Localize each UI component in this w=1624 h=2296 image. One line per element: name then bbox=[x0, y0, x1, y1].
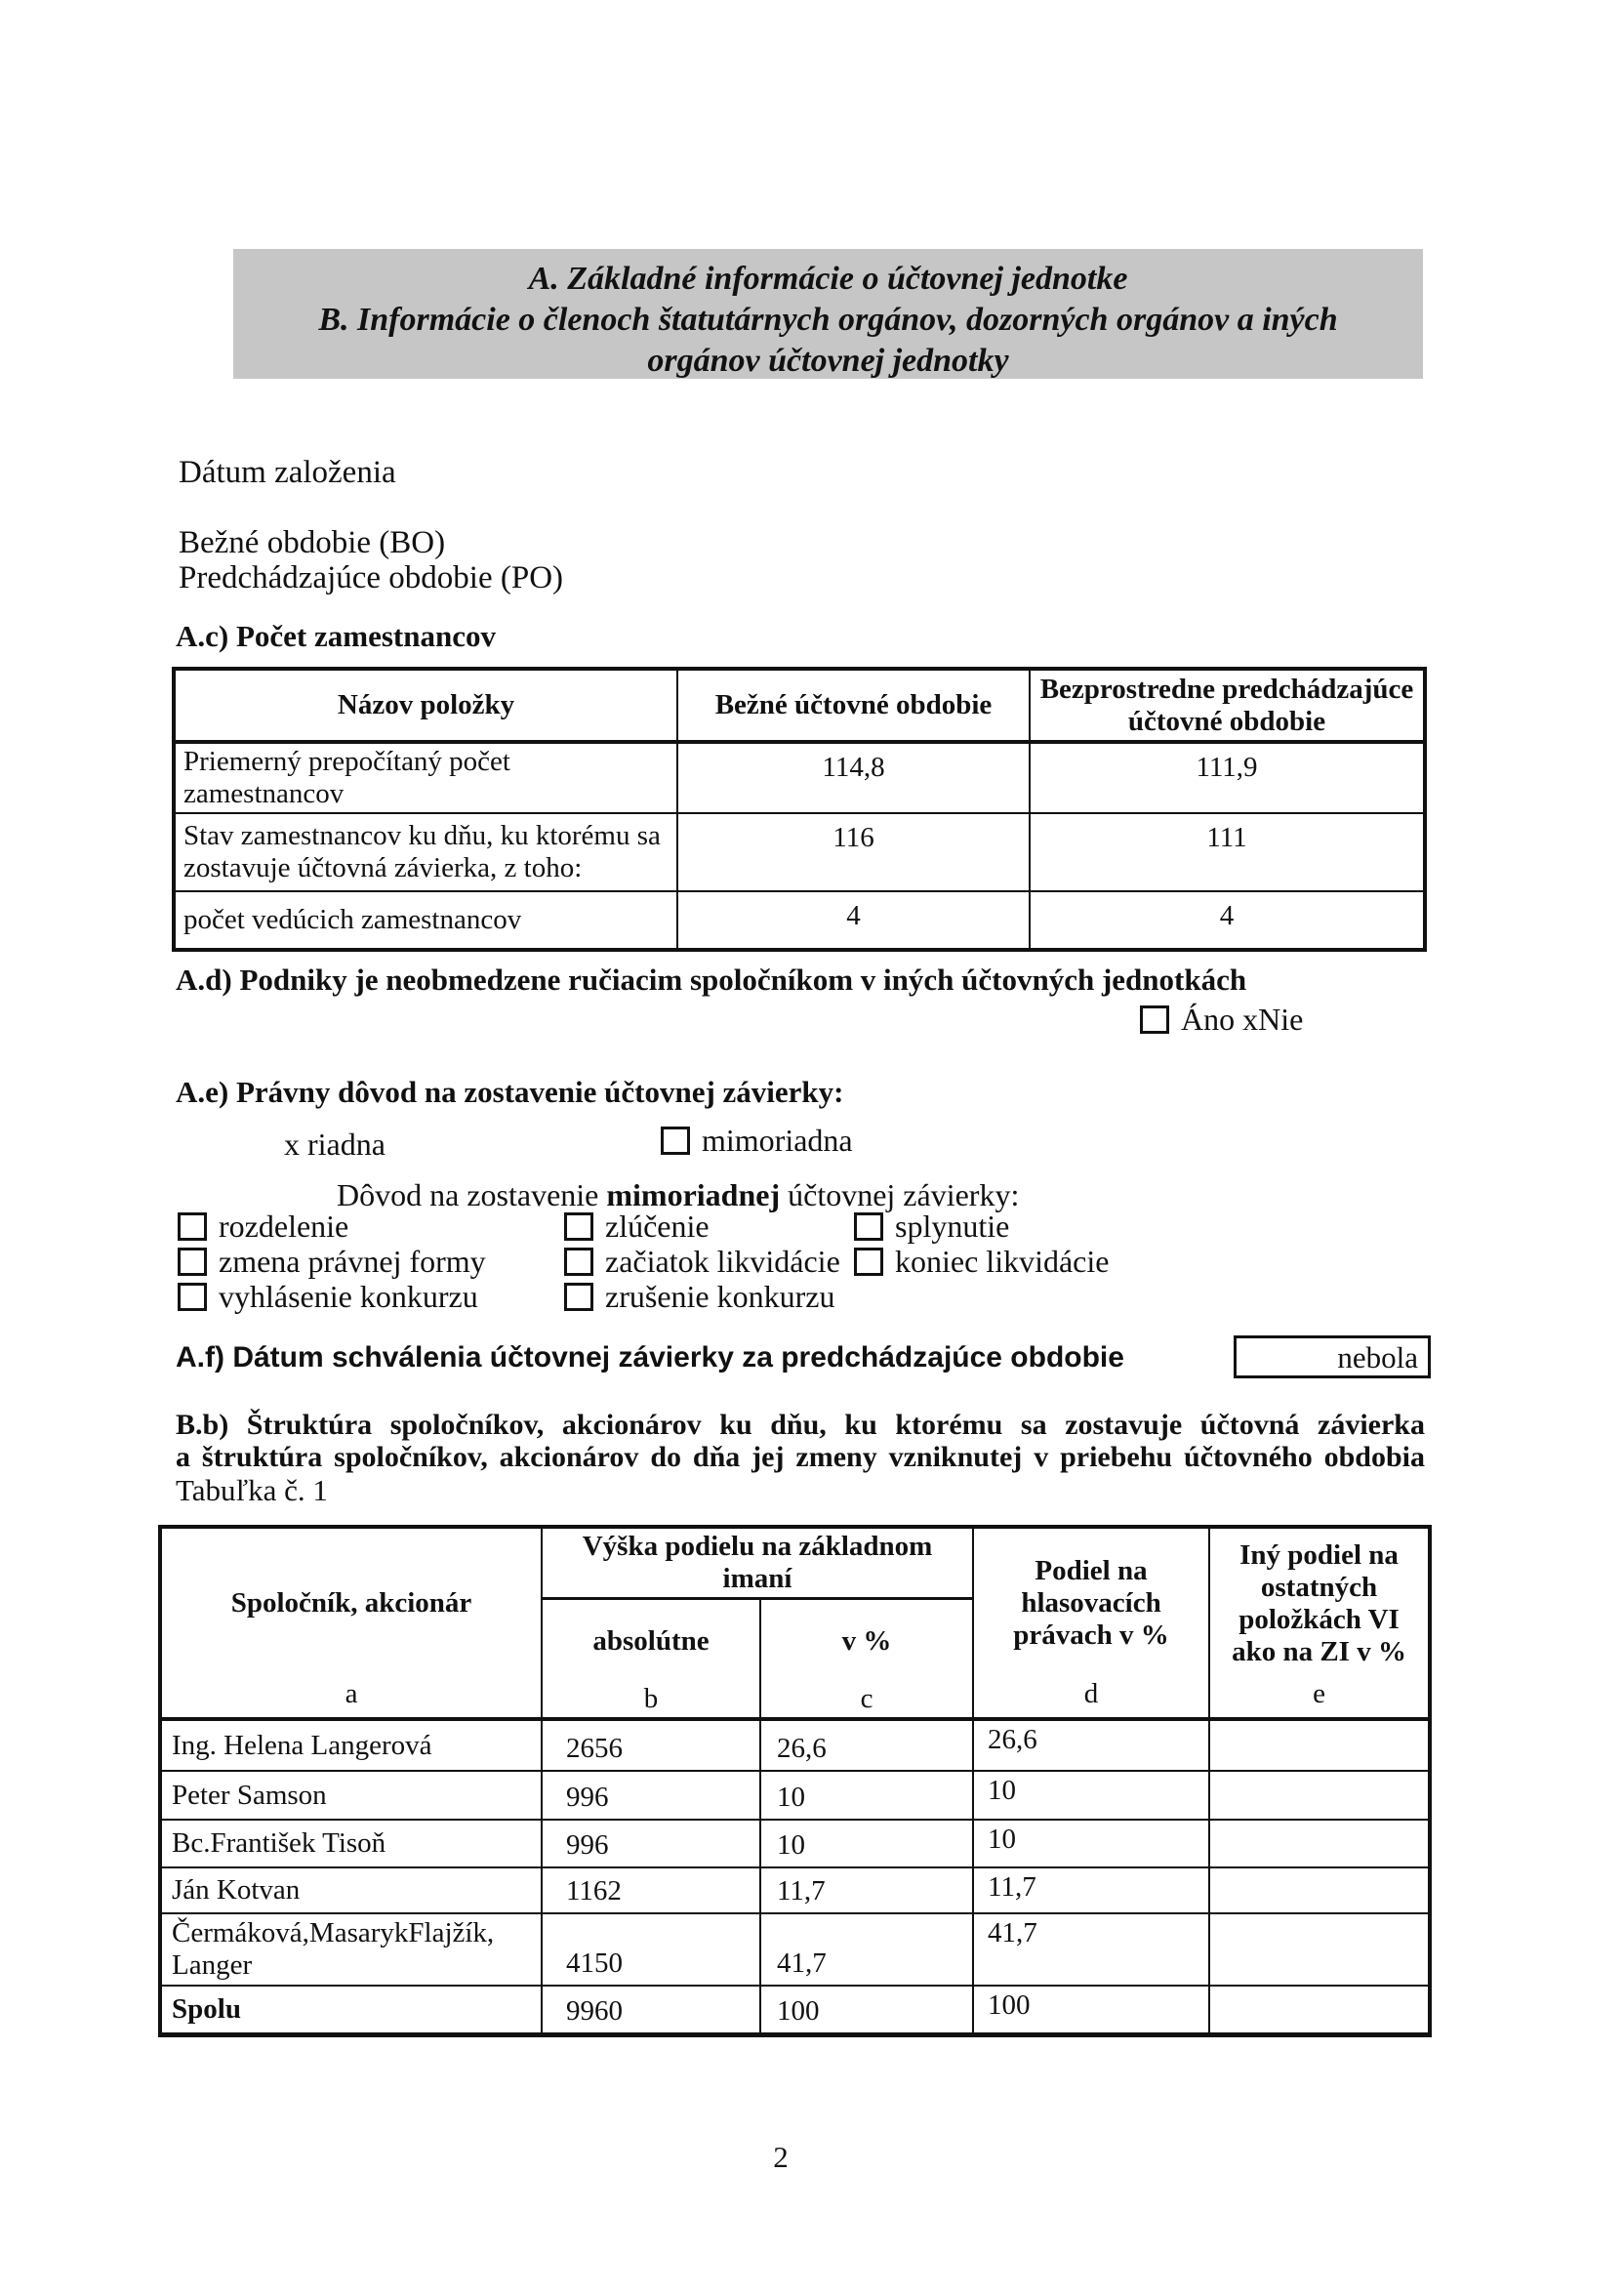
col-a-letter: a bbox=[345, 1678, 358, 1709]
shareholder-name: Bc.František Tisoň bbox=[160, 1820, 542, 1867]
mimoriadna-row bbox=[661, 1123, 853, 1159]
label-predchadzajuce-obdobie: Predchádzajúce obdobie (PO) bbox=[179, 560, 564, 595]
employees-col-header-current: Bežné účtovné obdobie bbox=[677, 669, 1030, 742]
heading-ac: A.c) Počet zamestnancov bbox=[176, 619, 496, 653]
banner-line-3: orgánov účtovnej jednotky bbox=[647, 343, 1009, 379]
koniec-likvidacie-checkbox[interactable] bbox=[854, 1248, 883, 1276]
col-b-letter: b bbox=[643, 1683, 659, 1714]
shareholder-name: Ing. Helena Langerová bbox=[160, 1719, 542, 1771]
option-splynutie bbox=[854, 1209, 1009, 1244]
employees-row-bo: 114,8 bbox=[677, 742, 1030, 813]
vyhlasenie-konkurzu-checkbox[interactable] bbox=[178, 1283, 207, 1311]
shareholder-total-label: Spolu bbox=[160, 1986, 542, 2035]
splynutie-checkbox[interactable] bbox=[854, 1212, 883, 1241]
employees-col-header-name: Názov položky bbox=[174, 669, 677, 742]
table-row bbox=[174, 813, 1425, 891]
employees-row-po: 111,9 bbox=[1030, 742, 1425, 813]
rozdelenie-checkbox[interactable] bbox=[178, 1212, 207, 1241]
zrusenie-konkurzu-checkbox[interactable] bbox=[564, 1283, 593, 1311]
shareholder-percent: 26,6 bbox=[760, 1719, 973, 1771]
shareholder-percent: 41,7 bbox=[760, 1913, 973, 1986]
banner-line-1: A. Základné informácie o účtovnej jednotke bbox=[528, 261, 1128, 297]
shareholder-voting: 41,7 bbox=[973, 1913, 1209, 1986]
shareholder-percent: 10 bbox=[760, 1771, 973, 1820]
option-zrusenie-konkurzu bbox=[564, 1279, 834, 1314]
shareholder-name: Peter Samson bbox=[160, 1771, 542, 1820]
banner-line-2: B. Informácie o členoch štatutárnych orgánov, dozorných orgánov a iných bbox=[318, 302, 1338, 338]
ano-nie-row bbox=[1140, 1002, 1303, 1038]
tabulka-label: Tabuľka č. 1 bbox=[176, 1473, 328, 1507]
option-zmena-pravnej-formy bbox=[178, 1244, 486, 1279]
vyhlasenie-konkurzu-label: vyhlásenie konkurzu bbox=[219, 1278, 478, 1314]
option-zaciatok-likvidacie bbox=[564, 1244, 840, 1279]
shareholder-other bbox=[1209, 1867, 1430, 1913]
zrusenie-konkurzu-label: zrušenie konkurzu bbox=[605, 1278, 835, 1314]
option-zlucenie bbox=[564, 1209, 710, 1244]
col-c-label: v % bbox=[841, 1625, 892, 1657]
shareholder-total-percent: 100 bbox=[760, 1986, 973, 2035]
label-datum-zalozenia: Dátum založenia bbox=[179, 455, 396, 490]
table-row bbox=[160, 1771, 1430, 1820]
riadna-label: x riadna bbox=[284, 1127, 386, 1162]
mimoriadna-label: mimoriadna bbox=[702, 1123, 853, 1158]
shareholder-absolute: 996 bbox=[542, 1771, 760, 1820]
dovod-suffix: účtovnej závierky: bbox=[780, 1177, 1020, 1212]
shareholders-col-header-other bbox=[1209, 1527, 1430, 1719]
ano-checkbox[interactable] bbox=[1140, 1005, 1169, 1034]
shareholders-col-header-name bbox=[160, 1527, 542, 1719]
table-row bbox=[160, 1820, 1430, 1867]
ano-nie-label: Áno xNie bbox=[1181, 1002, 1304, 1037]
shareholder-voting: 10 bbox=[973, 1820, 1209, 1867]
section-banner bbox=[233, 249, 1423, 379]
heading-bb-line1: B.b) Štruktúra spoločníkov, akcionárov ku dňu, ku ktorému sa zostavuje účtovná závierka bbox=[176, 1409, 1425, 1441]
col-a-label: Spoločník, akcionár bbox=[230, 1587, 472, 1619]
shareholder-name: Čermáková,MasarykFlajžík, Langer bbox=[160, 1913, 542, 1986]
rozdelenie-label: rozdelenie bbox=[219, 1208, 349, 1244]
employees-row-bo: 116 bbox=[677, 813, 1030, 891]
option-vyhlasenie-konkurzu bbox=[178, 1279, 478, 1314]
shareholders-table-wrap bbox=[158, 1525, 1432, 2037]
splynutie-label: splynutie bbox=[895, 1208, 1010, 1244]
shareholders-col-header-percent bbox=[760, 1599, 973, 1720]
shareholder-absolute: 996 bbox=[542, 1820, 760, 1867]
col-b-label: absolútne bbox=[592, 1625, 710, 1657]
shareholders-table bbox=[158, 1525, 1432, 2037]
shareholder-voting: 10 bbox=[973, 1771, 1209, 1820]
zaciatok-likvidacie-checkbox[interactable] bbox=[564, 1248, 593, 1276]
shareholder-absolute: 1162 bbox=[542, 1867, 760, 1913]
zlucenie-checkbox[interactable] bbox=[564, 1212, 593, 1241]
employees-row-label: počet vedúcich zamestnancov bbox=[174, 891, 677, 950]
table-row bbox=[174, 891, 1425, 950]
shareholders-col-header-absolute bbox=[542, 1599, 760, 1720]
af-value-box[interactable]: nebola bbox=[1234, 1335, 1431, 1378]
table-row-total bbox=[160, 1986, 1430, 2035]
col-e-letter: e bbox=[1313, 1678, 1325, 1709]
employees-row-po: 111 bbox=[1030, 813, 1425, 891]
employees-row-label: Stav zamestnancov ku dňu, ku ktorému sa zostavuje účtovná závierka, z toho: bbox=[174, 813, 677, 891]
shareholders-group-header: Výška podielu na základnom imaní bbox=[542, 1527, 973, 1599]
col-c-letter: c bbox=[860, 1683, 873, 1714]
zlucenie-label: zlúčenie bbox=[605, 1208, 710, 1244]
shareholder-other bbox=[1209, 1719, 1430, 1771]
heading-ae: A.e) Právny dôvod na zostavenie účtovnej závierky: bbox=[176, 1075, 844, 1109]
shareholder-voting: 11,7 bbox=[973, 1867, 1209, 1913]
shareholder-other bbox=[1209, 1771, 1430, 1820]
option-koniec-likvidacie bbox=[854, 1244, 1109, 1279]
employees-row-po: 4 bbox=[1030, 891, 1425, 950]
mimoriadna-checkbox[interactable] bbox=[661, 1127, 690, 1155]
dovod-bold-word: mimoriadnej bbox=[606, 1177, 781, 1212]
shareholder-percent: 11,7 bbox=[760, 1867, 973, 1913]
heading-af: A.f) Dátum schválenia účtovnej závierky za predchádzajúce obdobie bbox=[176, 1341, 1124, 1374]
shareholders-col-header-voting bbox=[973, 1527, 1209, 1719]
zmena-pravnej-formy-label: zmena právnej formy bbox=[219, 1243, 486, 1279]
table-row bbox=[160, 1867, 1430, 1913]
option-rozdelenie bbox=[178, 1209, 348, 1244]
table-row bbox=[174, 742, 1425, 813]
shareholder-absolute: 4150 bbox=[542, 1913, 760, 1986]
shareholder-other bbox=[1209, 1820, 1430, 1867]
col-d-label: Podiel na hlasovacích právach v % bbox=[1013, 1555, 1169, 1651]
zaciatok-likvidacie-label: začiatok likvidácie bbox=[605, 1243, 840, 1279]
shareholder-voting: 26,6 bbox=[973, 1719, 1209, 1771]
koniec-likvidacie-label: koniec likvidácie bbox=[895, 1243, 1110, 1279]
shareholder-other bbox=[1209, 1913, 1430, 1986]
table-row bbox=[160, 1719, 1430, 1771]
shareholder-name: Ján Kotvan bbox=[160, 1867, 542, 1913]
employees-table-wrap bbox=[172, 667, 1427, 952]
employees-table bbox=[172, 667, 1427, 952]
shareholder-total-other bbox=[1209, 1986, 1430, 2035]
page-number: 2 bbox=[773, 2140, 789, 2174]
employees-row-label: Priemerný prepočítaný počet zamestnancov bbox=[174, 742, 677, 813]
col-d-letter: d bbox=[1083, 1678, 1099, 1709]
shareholder-percent: 10 bbox=[760, 1820, 973, 1867]
shareholder-total-absolute: 9960 bbox=[542, 1986, 760, 2035]
col-e-label: Iný podiel na ostatných položkách VI ako na ZI v % bbox=[1232, 1538, 1406, 1667]
label-bezne-obdobie: Bežné obdobie (BO) bbox=[179, 525, 446, 560]
heading-ad: A.d) Podniky je neobmedzene ručiacim spoločníkom v iných účtovných jednotkách bbox=[176, 963, 1247, 997]
dovod-prefix: Dôvod na zostavenie bbox=[337, 1177, 607, 1212]
shareholder-total-voting: 100 bbox=[973, 1986, 1209, 2035]
heading-bb-line2: a štruktúra spoločníkov, akcionárov do dňa jej zmeny vzniknutej v priebehu účtovného obdobia bbox=[176, 1441, 1425, 1473]
table-row bbox=[160, 1913, 1430, 1986]
zmena-pravnej-formy-checkbox[interactable] bbox=[178, 1248, 207, 1276]
employees-col-header-previous: Bezprostredne predchádzajúce účtovné obdobie bbox=[1030, 669, 1425, 742]
employees-row-bo: 4 bbox=[677, 891, 1030, 950]
shareholder-absolute: 2656 bbox=[542, 1719, 760, 1771]
